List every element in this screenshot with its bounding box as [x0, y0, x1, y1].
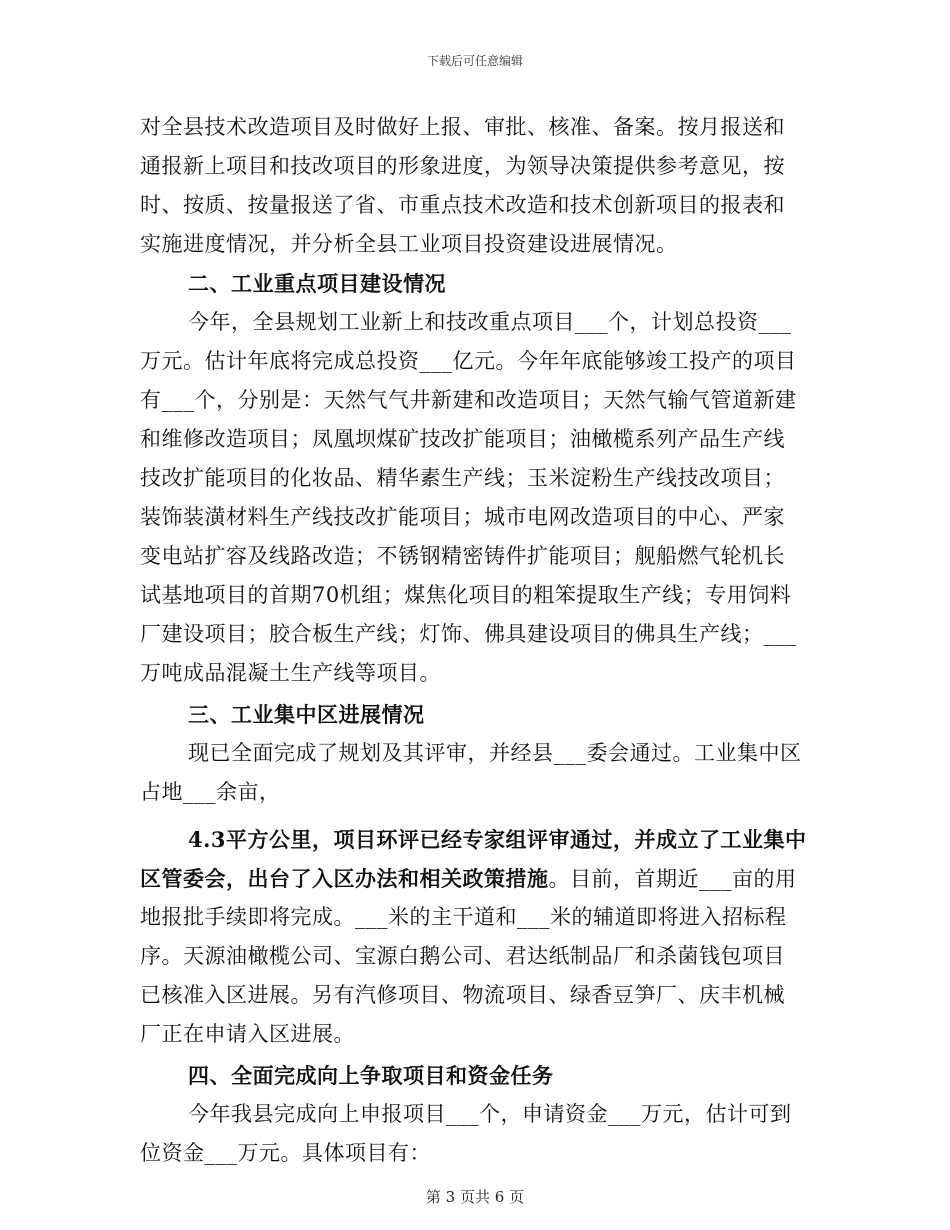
section-heading-3: 三、工业集中区进展情况 — [188, 702, 425, 727]
body-line: 现已全面完成了规划及其评审，并经县___委会通过。工业集中区 — [188, 741, 802, 765]
body-line: 对全县技术改造项目及时做好上报、审批、核准、备案。按月报送和 — [140, 115, 785, 139]
body-line: 变电站扩容及线路改造；不锈钢精密铸件扩能项目；舰船燃气轮机长 — [140, 544, 785, 568]
bold-text-span: 区管委会，出台了入区办法和相关政策措施 — [140, 866, 549, 891]
body-line: 和维修改造项目；凤凰坝煤矿技改扩能项目；油橄榄系列产品生产线 — [140, 427, 785, 451]
section-heading-2: 二、工业重点项目建设情况 — [188, 271, 446, 296]
body-text-span: 。目前，首期近___亩的用 — [548, 867, 797, 891]
body-line: 占地___余亩， — [140, 780, 281, 804]
body-line: 装饰装潢材料生产线技改扩能项目；城市电网改造项目的中心、严家 — [140, 505, 785, 529]
body-line: 实施进度情况，并分析全县工业项目投资建设进展情况。 — [140, 232, 678, 256]
body-line: 试基地项目的首期70机组；煤焦化项目的粗笨提取生产线；专用饲料 — [140, 583, 792, 607]
section-heading-4: 四、全面完成向上争取项目和资金任务 — [188, 1063, 554, 1088]
body-line: 厂建设项目；胶合板生产线；灯饰、佛具建设项目的佛具生产线；___ — [140, 622, 797, 646]
body-line: 有___个，分别是：天然气气井新建和改造项目；天然气输气管道新建 — [140, 388, 797, 412]
bold-body-line: 4.3平方公里，项目环评已经专家组评审通过，并成立了工业集中 — [188, 827, 807, 852]
body-line: 厂正在申请入区进展。 — [140, 1022, 355, 1046]
body-line: 地报批手续即将完成。___米的主干道和___米的辅道即将进入招标程 — [140, 905, 787, 929]
body-line: 万吨成品混凝土生产线等项目。 — [140, 661, 441, 685]
page-header: 下载后可任意编辑 — [426, 54, 523, 68]
body-line: 万元。估计年底将完成总投资___亿元。今年年底能够竣工投产的项目 — [140, 349, 797, 373]
body-line: 位资金___万元。具体项目有： — [140, 1141, 431, 1165]
body-line: 技改扩能项目的化妆品、精华素生产线；玉米淀粉生产线技改项目； — [140, 466, 785, 490]
body-line: 今年我县完成向上申报项目___个，申请资金___万元，估计可到 — [188, 1102, 792, 1126]
body-line: 序。天源油橄榄公司、宝源白鹅公司、君达纸制品厂和杀菌钱包项目 — [140, 944, 785, 968]
body-line: 已核准入区进展。另有汽修项目、物流项目、绿香豆笋厂、庆丰机械 — [140, 983, 785, 1007]
page-footer: 第 3 页共 6 页 — [425, 1188, 525, 1206]
body-line: 时、按质、按量报送了省、市重点技术改造和技术创新项目的报表和 — [140, 193, 785, 217]
body-line: 通报新上项目和技改项目的形象进度，为领导决策提供参考意见，按 — [140, 154, 785, 178]
mixed-body-line — [140, 859, 810, 898]
document-body — [140, 108, 810, 1173]
body-line: 今年，全县规划工业新上和技改重点项目___个，计划总投资___ — [188, 310, 792, 334]
